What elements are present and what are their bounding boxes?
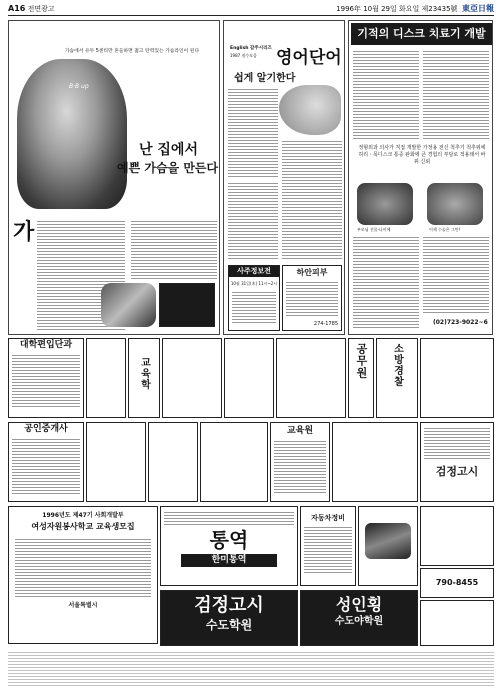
english-label: 1987 점수모음 (230, 53, 257, 58)
beauty-headline-1: 난 집에서 (139, 142, 198, 158)
edu-center-ad (270, 422, 330, 502)
derma-body (286, 280, 338, 318)
section-name: 전면광고 (27, 4, 55, 13)
classified-ad-11 (332, 422, 418, 502)
adult-school-title: 성인횡 (335, 595, 383, 614)
geomjeong-ad (420, 422, 494, 502)
geomjeong-bottom-sub: 수도학원 (205, 618, 253, 632)
interpretation-ad (160, 506, 298, 586)
product-image (101, 283, 156, 327)
classified-ad-8 (86, 422, 146, 502)
classified-ad-12 (420, 506, 494, 566)
adult-school-sub: 수도야학원 (334, 616, 384, 627)
derma-phone: 274-1785 (313, 321, 338, 327)
fire-police-title: 소방경찰 (391, 343, 403, 387)
edu-center-title: 교육원 (286, 426, 314, 436)
gun-image-ad (358, 506, 418, 586)
saju-date: 10월 31일(木) 11시~2시 (230, 281, 278, 286)
beauty-body-text-2 (131, 219, 217, 279)
classified-ad-4 (162, 338, 222, 418)
english-subtitle: 쉽게 알기한다 (234, 73, 296, 84)
device-caption-2: 이제 수술은 그만! (429, 227, 461, 232)
phone-ad (420, 568, 494, 598)
english-ad (223, 20, 345, 335)
interpretation-title: 통역 (209, 528, 249, 552)
car-repair-body (304, 525, 352, 575)
edu-center-body (274, 439, 326, 493)
device-caption-1: 부모님 선물·나이에 (357, 227, 391, 232)
disk-title: 기적의 디스크 치료기 개발 (351, 23, 492, 45)
beauty-initial: 가 (13, 220, 35, 245)
disk-quote: 정형외과 의사가 직접 개발한 가정용 전신 척추기 척추위에 허리ㆍ목디스크 통증 완화에 큰 경험의 부담로 적용돼서 바뀌 신뢰 (358, 145, 486, 165)
english-title: 영어단어 (276, 48, 342, 68)
issue-date: 1996年 10월 29일 화요일 제23435號 (336, 5, 458, 13)
classified-ad-7 (420, 338, 494, 418)
saju-event-ad (228, 265, 280, 331)
english-series: English 갈주시리즈 (230, 46, 272, 51)
univ-transfer-title: 대학편입단과 (19, 340, 73, 350)
realtor-body (12, 437, 80, 495)
adult-school-ad (300, 590, 418, 646)
woman-photo (17, 59, 127, 209)
volunteer-line-2: 여성자원봉사학교 교육생모집 (31, 522, 135, 531)
volunteer-org: 서울특별시 (68, 602, 98, 609)
page-number: A16 (8, 3, 26, 13)
classified-ad-13 (420, 600, 494, 646)
classified-ad-5 (224, 338, 274, 418)
disk-body-4 (423, 235, 489, 315)
fire-police-ad (376, 338, 418, 418)
disk-body-3 (353, 235, 419, 329)
beauty-headline-2: 예쁜 가슴을 만든다 (117, 161, 219, 175)
univ-transfer-ad (8, 338, 84, 418)
realtor-title: 공인중개사 (24, 424, 68, 434)
geomjeong-bottom-ad (160, 590, 298, 646)
disk-body-1 (353, 49, 419, 141)
volunteer-body (15, 537, 151, 597)
classified-ad-9 (148, 422, 198, 502)
saju-title: 사주정보전 (229, 266, 279, 277)
device-image-1 (357, 183, 413, 225)
disk-body-2 (423, 49, 489, 141)
volunteer-school-ad (8, 506, 158, 644)
newspaper-name: 東亞日報 (462, 4, 494, 13)
car-repair-ad (300, 506, 356, 586)
hand-drawing (279, 85, 341, 135)
english-body-2 (282, 139, 342, 259)
derma-ad (282, 265, 342, 331)
car-repair-title: 자동차정비 (311, 514, 345, 522)
edu-ad (128, 338, 160, 418)
brand-logo: B·B up (69, 83, 89, 90)
disk-phone: (02)723-9022~6 (433, 319, 488, 326)
classified-grid (8, 338, 494, 503)
footer-fine-print (8, 650, 494, 688)
geomjeong-bottom-title: 검정고시 (194, 595, 264, 616)
classified-ad-2 (86, 338, 126, 418)
volunteer-line-1: 1996년도 제47기 사회개발부 (42, 512, 124, 519)
derma-title: 하안피부 (296, 268, 328, 277)
page-header (8, 2, 494, 16)
english-body-1 (228, 87, 278, 177)
univ-transfer-body (12, 353, 80, 409)
device-image-2 (427, 183, 483, 225)
beauty-ad (8, 20, 220, 335)
edu-title: 교육학 (138, 356, 150, 390)
disk-ad (348, 20, 493, 335)
classified-ad-6 (276, 338, 346, 418)
civil-servant-ad (348, 338, 374, 418)
interpretation-header (164, 510, 294, 526)
english-body-3 (228, 181, 278, 261)
gun-image (365, 523, 411, 559)
interpretation-subtitle: 한미통역 (181, 554, 277, 567)
phone-number: 790-8455 (435, 578, 479, 587)
beauty-tagline: 가슴에서 유두 5센티만 흔들하면 젊고 탄력있는 가슴라인이 된다 (64, 49, 200, 54)
civil-servant-title: 공무원 (355, 343, 368, 379)
geomjeong-title: 검정고시 (435, 465, 479, 478)
realtor-ad (8, 422, 84, 502)
classified-ad-10 (200, 422, 268, 502)
saju-body (232, 290, 276, 324)
beauty-contact-box (159, 283, 215, 327)
geomjeong-body (424, 426, 490, 460)
